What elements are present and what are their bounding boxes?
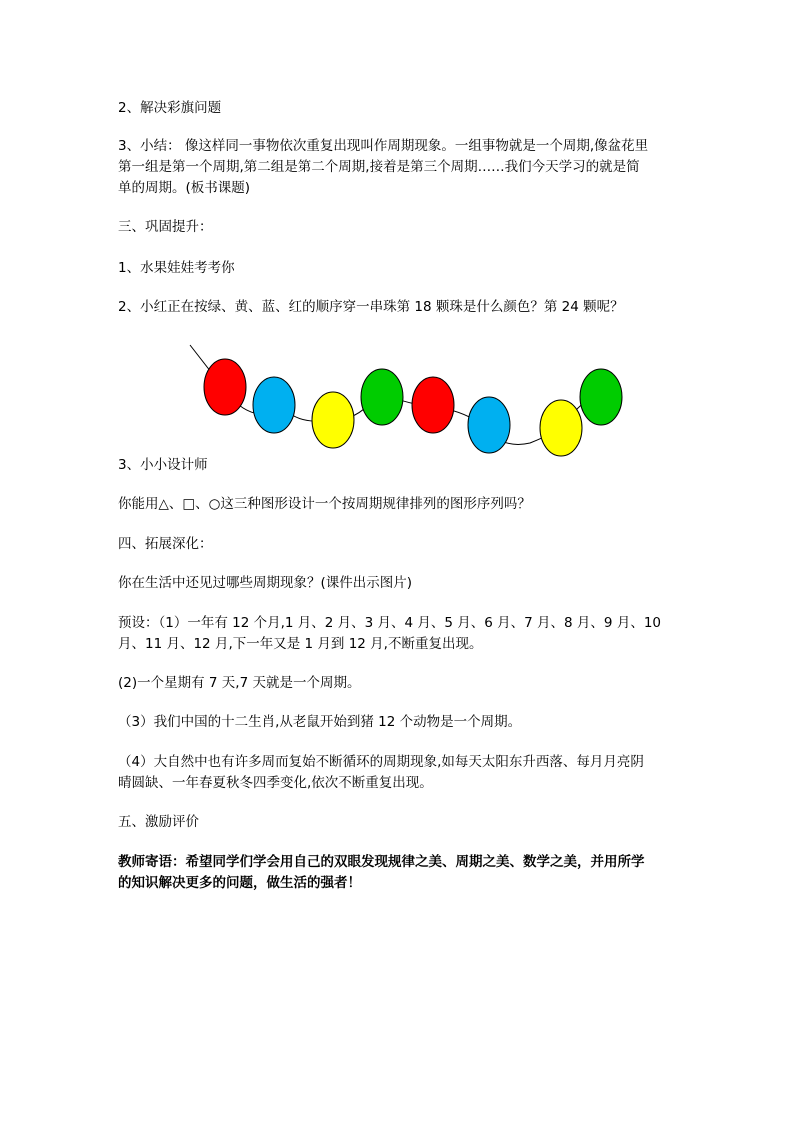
- bead-question: 2、小红正在按绿、黄、蓝、红的顺序穿一串珠第 18 颗珠是什么颜色？第 24 颗呢？: [118, 299, 624, 315]
- section-5-heading: 五、激励评价: [118, 814, 199, 830]
- bead-5-red: [412, 377, 454, 433]
- preset-2: (2)一个星期有 7 天,7 天就是一个周期。: [118, 675, 361, 691]
- bead-2-blue: [253, 377, 295, 433]
- summary-line-3: 单的周期。(板书课题): [118, 180, 251, 196]
- shape-design-question: 你能用△、□、○这三种图形设计一个按周期规律排列的图形序列吗？: [118, 496, 531, 512]
- bead-string-illustration: [180, 335, 630, 465]
- teacher-message-line-1: 教师寄语：希望同学们学会用自己的双眼发现规律之美、周期之美、数学之美，并用所学: [118, 854, 645, 870]
- bead-7-yellow: [540, 400, 582, 456]
- section-4-heading: 四、拓展深化：: [118, 536, 213, 552]
- teacher-message-line-2: 的知识解决更多的问题，做生活的强者！: [118, 875, 361, 891]
- life-periodic-question: 你在生活中还见过哪些周期现象？(课件出示图片): [118, 575, 413, 591]
- preset-1-line-1: 预设：（1）一年有 12 个月,1 月、2 月、3 月、4 月、5 月、6 月、7 月、8 月、9 月、10: [118, 615, 661, 631]
- bead-8-green: [580, 369, 622, 425]
- fruit-quiz-item: 1、水果娃娃考考你: [118, 260, 235, 276]
- preset-4-line-2: 晴圆缺、一年春夏秋冬四季变化,依次不断重复出现。: [118, 775, 433, 791]
- bead-1-red: [204, 359, 246, 415]
- little-designer-item: 3、小小设计师: [118, 457, 208, 473]
- bead-3-yellow: [312, 392, 354, 448]
- summary-line-1: 3、小结： 像这样同一事物依次重复出现叫作周期现象。一组事物就是一个周期,像盆花里: [118, 138, 649, 154]
- preset-1-line-2: 月、11 月、12 月,下一年又是 1 月到 12 月,不断重复出现。: [118, 636, 483, 652]
- summary-line-2: 第一组是第一个周期,第二组是第二个周期,接着是第三个周期……我们今天学习的就是简: [118, 159, 640, 175]
- section-3-heading: 三、巩固提升：: [118, 219, 213, 235]
- preset-3: （3）我们中国的十二生肖,从老鼠开始到猪 12 个动物是一个周期。: [118, 714, 522, 730]
- preset-4-line-1: （4）大自然中也有许多周而复始不断循环的周期现象,如每天太阳东升西落、每月月亮阴: [118, 754, 644, 770]
- bead-4-green: [361, 369, 403, 425]
- bead-6-blue: [468, 397, 510, 453]
- heading-2-flag-problem: 2、解决彩旗问题: [118, 100, 222, 116]
